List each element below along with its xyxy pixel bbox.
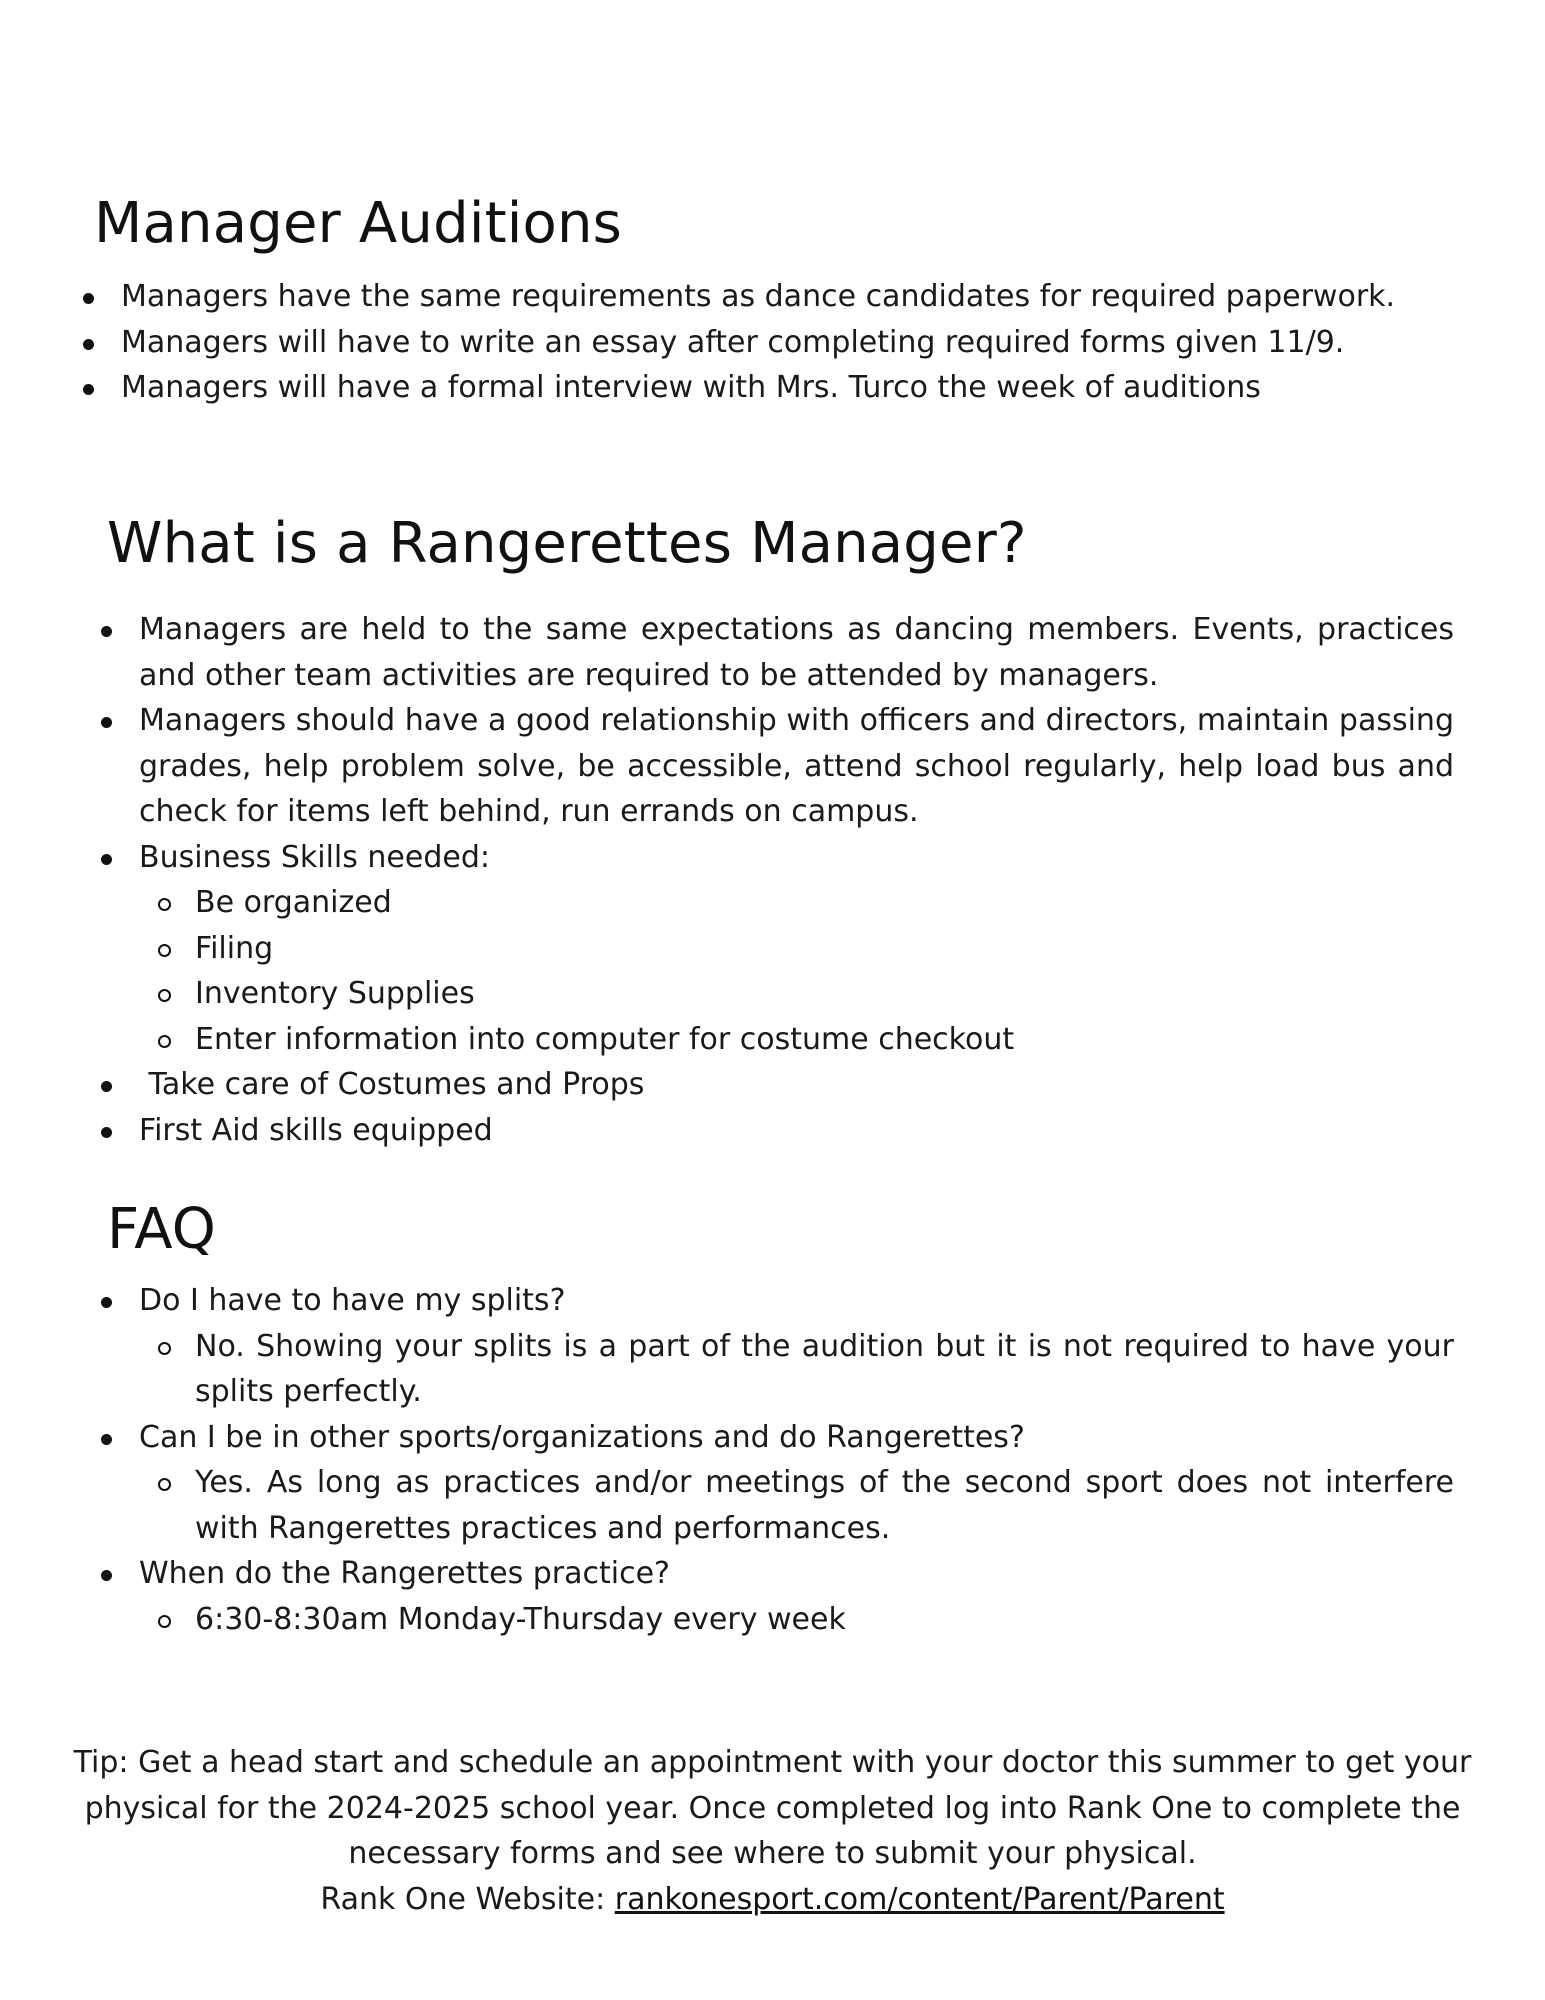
list-item (139, 1278, 1454, 1324)
tip-text: Tip: Get a head start and schedule an appointment with your doctor this summer to get your physical for the 2024-2025 school year. Once completed log into Rank One to complete the necessary forms and see where to submit your physical. (73, 1745, 1472, 1871)
relationship-text: Managers should have a good relationship with officers and directors, maintain passing grades, help problem solve, be accessible, attend school regularly, help load bus and check for items left behind, run errands on campus. (139, 703, 1454, 829)
skill-filing: Filing (195, 930, 274, 966)
list-item (195, 1017, 1454, 1063)
bullet-icon (83, 293, 94, 304)
bullet-icon (83, 339, 94, 350)
what-is-title: What is a Rangerettes Manager? (107, 511, 1027, 576)
faq-list (139, 1278, 1454, 1642)
faq-question-3: When do the Rangerettes practice? (139, 1556, 670, 1591)
faq-title: FAQ (107, 1197, 217, 1262)
list-item (139, 1108, 1454, 1154)
list-item (121, 274, 1436, 320)
circle-bullet-icon (158, 1478, 171, 1491)
bullet-icon (101, 1127, 112, 1138)
bullet-icon (101, 626, 112, 637)
skill-computer: Enter information into computer for costume checkout (195, 1021, 1015, 1057)
list-item (195, 880, 1454, 926)
faq-section (107, 1194, 507, 1266)
faq-question-2: Can I be in other sports/organizations and do Rangerettes? (139, 1419, 1025, 1455)
circle-bullet-icon (158, 1035, 171, 1048)
expectations-text: Managers are held to the same expectations as dancing members. Events, practices and other team activities are required to be attended by managers. (139, 612, 1454, 693)
manager-auditions-list (121, 274, 1436, 411)
manager-auditions-title: Manager Auditions (94, 191, 623, 256)
what-is-section (107, 508, 1467, 580)
rank-one-website-label: Rank One Website: (320, 1881, 606, 1917)
circle-bullet-icon (158, 989, 171, 1002)
rank-one-website-link[interactable]: rankonesport.com/content/Parent/Parent (614, 1881, 1225, 1917)
list-item (139, 835, 1454, 881)
list-item (121, 365, 1436, 411)
rank-one-website-line (70, 1877, 1475, 1923)
list-item (139, 1062, 1454, 1108)
manager-requirement-1: Managers have the same requirements as dance candidates for required paperwork. (121, 279, 1396, 314)
manager-requirement-2: Managers will have to write an essay after completing required forms given 11/9. (121, 324, 1345, 360)
list-item (139, 607, 1454, 698)
bullet-icon (101, 1297, 112, 1308)
skill-organized: Be organized (195, 885, 392, 920)
costumes-props-text: Take care of Costumes and Props (139, 1067, 645, 1102)
bullet-icon (101, 717, 112, 728)
list-item (195, 1460, 1454, 1551)
list-item (139, 1415, 1454, 1461)
faq-question-1: Do I have to have my splits? (139, 1283, 566, 1318)
circle-bullet-icon (158, 1615, 171, 1628)
faq-answer-2: Yes. As long as practices and/or meetings of the second sport does not interfere with Rangerettes practices and performances. (195, 1465, 1454, 1546)
list-item (139, 698, 1454, 835)
list-item (121, 320, 1436, 366)
faq-answer-1: No. Showing your splits is a part of the audition but it is not required to have your splits perfectly. (195, 1328, 1454, 1409)
list-item (195, 926, 1454, 972)
bullet-icon (101, 1434, 112, 1445)
first-aid-text: First Aid skills equipped (139, 1112, 493, 1148)
skill-inventory: Inventory Supplies (195, 976, 475, 1011)
manager-requirement-3: Managers will have a formal interview with Mrs. Turco the week of auditions (121, 370, 1261, 405)
bullet-icon (101, 1570, 112, 1581)
bullet-icon (101, 1081, 112, 1092)
list-item (195, 1324, 1454, 1415)
manager-auditions-section (94, 188, 1454, 260)
what-is-list (139, 607, 1454, 1153)
circle-bullet-icon (158, 898, 171, 911)
list-item (195, 1597, 1454, 1643)
circle-bullet-icon (158, 944, 171, 957)
bullet-icon (83, 384, 94, 395)
tip-section (70, 1740, 1475, 1922)
list-item (195, 971, 1454, 1017)
bullet-icon (101, 854, 112, 865)
business-skills-label: Business Skills needed: (139, 839, 490, 875)
list-item (139, 1551, 1454, 1597)
faq-answer-3: 6:30-8:30am Monday-Thursday every week (195, 1601, 846, 1637)
circle-bullet-icon (158, 1342, 171, 1355)
